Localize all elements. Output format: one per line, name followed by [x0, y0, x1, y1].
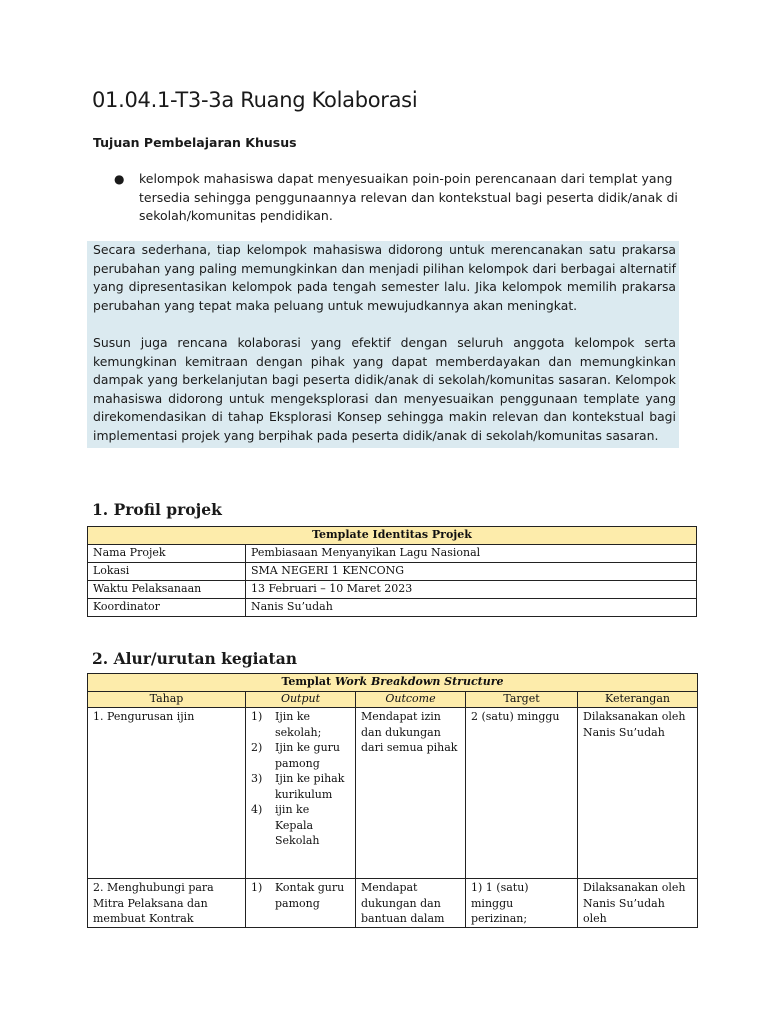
bullet-icon: ● [114, 172, 125, 186]
table-caption-row [88, 674, 698, 692]
tahap-cell: 1. Pengurusan ijin [88, 708, 246, 879]
page-title: 01.04.1-T3-3a Ruang Kolaborasi [92, 88, 418, 112]
instructions-paragraph-2: Susun juga rencana kolaborasi yang efektif dengan seluruh anggota kelompok serta kemungkinan kemitraan dengan pihak yang dapat memberdayakan dan memungkinkan dampak yang berkelanjutan bagi peserta didik/anak di sekolah/komunitas sasaran. Kelompok mahasiswa didorong untuk mengeksplorasi dan menyesuaikan penggunaan template yang direkomendasikan di tahap Eksplorasi Konsep sehingga makin relevan dan kontekstual bagi implementasi projek yang berpihak pada peserta didik/anak di sekolah/komunitas sasaran. [93, 334, 676, 443]
row-value: SMA NEGERI 1 KENCONG [246, 563, 697, 581]
keterangan-cell: Dilaksanakan oleh Nanis Su’udah [578, 708, 698, 879]
table-row [88, 879, 698, 928]
row-label: Nama Projek [88, 545, 246, 563]
table-caption [88, 674, 698, 692]
project-identity-table [87, 526, 697, 617]
table-row [88, 563, 697, 581]
table-row [88, 545, 697, 563]
list-item [251, 709, 350, 740]
table-row [88, 599, 697, 617]
row-label: Waktu Pelaksanaan [88, 581, 246, 599]
list-item [251, 880, 350, 911]
list-item [251, 740, 350, 771]
learning-objectives-heading: Tujuan Pembelajaran Khusus [93, 135, 297, 150]
work-breakdown-table [87, 673, 698, 928]
instructions-paragraph-1: Secara sederhana, tiap kelompok mahasiswa didorong untuk merencanakan satu prakarsa perubahan yang paling memungkinkan dan menjadi pilihan kelompok dari berbagai alternatif yang dipresentasikan kelompok pada tengah semester lalu. Jika kelompok memilih prakarsa perubahan yang tepat maka peluang untuk mewujudkannya akan meningkat. [93, 242, 676, 313]
item-text: Ijin ke guru pamong [275, 741, 340, 770]
caption-text: Templat [281, 675, 335, 688]
table-row [88, 708, 698, 879]
outcome-cell: Mendapat dukungan dan bantuan dalam [356, 879, 466, 928]
item-text: Ijin ke sekolah; [275, 710, 322, 739]
column-header-outcome [356, 692, 466, 708]
column-header-row [88, 692, 698, 708]
objectives-list [93, 170, 683, 226]
item-number: 2) [251, 741, 263, 754]
table-caption: Template Identitas Projek [88, 527, 697, 545]
column-header-output-text: Output [280, 692, 321, 705]
item-number: 1) [251, 710, 263, 723]
column-header-outcome-text: Outcome [385, 692, 436, 705]
outcome-cell: Mendapat izin dan dukungan dari semua pihak [356, 708, 466, 879]
row-label: Koordinator [88, 599, 246, 617]
output-list [251, 880, 350, 911]
item-text: Kontak guru pamong [275, 881, 345, 910]
target-cell: 2 (satu) minggu [466, 708, 578, 879]
row-value: Nanis Su’udah [246, 599, 697, 617]
row-label: Lokasi [88, 563, 246, 581]
row-value: Pembiasaan Menyanyikan Lagu Nasional [246, 545, 697, 563]
item-number: 1) [251, 881, 263, 894]
keterangan-cell: Dilaksanakan oleh Nanis Su’udah oleh [578, 879, 698, 928]
tahap-cell: 2. Menghubungi para Mitra Pelaksana dan membuat Kontrak [88, 879, 246, 928]
instructions-box [87, 241, 679, 448]
output-list [251, 709, 350, 849]
list-item [251, 771, 350, 802]
item-number: 3) [251, 772, 263, 785]
section-heading-alur: 2. Alur/urutan kegiatan [92, 649, 298, 668]
list-item-text: kelompok mahasiswa dapat menyesuaikan poin-poin perencanaan dari templat yang tersedia sehingga penggunaannya relevan dan kontekstual bagi peserta didik/anak di sekolah/komunitas pendidikan. [139, 171, 678, 223]
table-caption-row [88, 527, 697, 545]
output-cell [246, 708, 356, 879]
item-number: 4) [251, 803, 263, 816]
column-header-output [246, 692, 356, 708]
target-cell: 1) 1 (satu) minggu perizinan; [466, 879, 578, 928]
list-item [93, 170, 683, 226]
item-text: Ijin ke pihak kurikulum [275, 772, 345, 801]
column-header-keterangan: Keterangan [578, 692, 698, 708]
row-value: 13 Februari – 10 Maret 2023 [246, 581, 697, 599]
item-text: ijin ke Kepala Sekolah [275, 803, 320, 847]
table-row [88, 581, 697, 599]
column-header-tahap: Tahap [88, 692, 246, 708]
list-item [251, 802, 350, 849]
output-cell [246, 879, 356, 928]
section-heading-profil: 1. Profil projek [92, 500, 222, 519]
column-header-target: Target [466, 692, 578, 708]
caption-italic-text: Work Breakdown Structure [334, 675, 504, 688]
